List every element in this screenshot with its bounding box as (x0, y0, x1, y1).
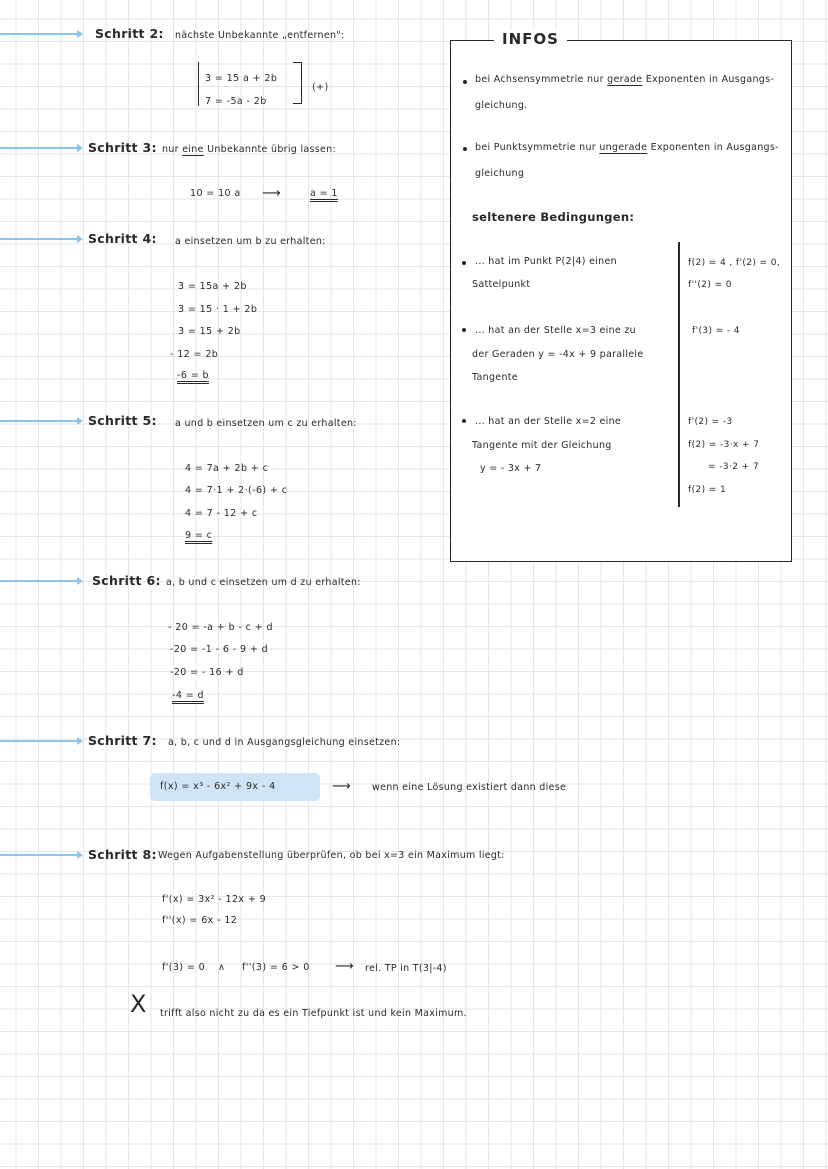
infos-title: INFOS (494, 30, 567, 48)
step3-desc-post: Unbekannte übrig lassen: (207, 144, 336, 155)
step8-check1: f'(3) = 0 (162, 962, 206, 973)
step8-check2: f''(3) = 6 > 0 (242, 962, 310, 973)
saddle-line2: Sattelpunkt (472, 279, 531, 290)
bullet-saddle-point (462, 261, 466, 265)
tangent-cond3: = -3·2 + 7 (708, 462, 759, 472)
tangent-cond2: f(2) = -3·x + 7 (688, 440, 760, 450)
axis-symmetry-text (475, 74, 774, 85)
step8-arrow (0, 854, 80, 856)
bullet-point-symmetry (463, 147, 467, 151)
step3-label: Schritt 3: (88, 140, 157, 155)
equation-system-bracket (198, 62, 199, 106)
conditions-divider (678, 242, 680, 507)
tangent-cond1: f'(2) = -3 (688, 417, 733, 427)
step2-eq1: 3 = 15 a + 2b (205, 73, 278, 84)
step4-desc: a einsetzen um b zu erhalten: (175, 236, 326, 247)
step6-line2: -20 = -1 - 6 - 9 + d (170, 644, 269, 655)
point-symmetry-text (475, 142, 779, 153)
step3-desc-underlined: eine (182, 144, 204, 155)
saddle-cond2: f''(2) = 0 (688, 280, 732, 290)
step8-result: rel. TP in T(3|-4) (365, 963, 447, 974)
step7-desc: a, b, c und d in Ausgangsgleichung einsetzen: (168, 737, 401, 748)
axis-symmetry-post: Exponenten in Ausgangs- (645, 74, 775, 85)
step8-desc: Wegen Aufgabenstellung überprüfen, ob bei x=3 ein Maximum liegt: (158, 850, 505, 861)
bullet-parallel-tangent (462, 328, 466, 332)
step4-line4: - 12 = 2b (170, 349, 219, 360)
step4-line3: 3 = 15 + 2b (178, 326, 241, 337)
step6-line3: -20 = - 16 + d (170, 667, 244, 678)
step5-arrow (0, 420, 80, 422)
point-symmetry-post: Exponenten in Ausgangs- (650, 142, 779, 153)
infos-box (450, 40, 792, 562)
axis-symmetry-pre: bei Achsensymmetrie nur (475, 74, 604, 85)
step8-wedge: ∧ (218, 962, 226, 973)
step4-line1: 3 = 15a + 2b (178, 281, 247, 292)
step8-conclusion: trifft also nicht zu da es ein Tiefpunkt ist und kein Maximum. (160, 1008, 467, 1019)
step3-result: a = 1 (310, 188, 338, 199)
point-symmetry-pre: bei Punktsymmetrie nur (475, 142, 596, 153)
step6-arrow (0, 580, 80, 582)
add-bracket (293, 62, 302, 104)
step7-note: wenn eine Lösung existiert dann diese (372, 782, 567, 793)
axis-symmetry-cont: gleichung. (475, 100, 528, 111)
parallel-line3: Tangente (472, 372, 518, 383)
step3-eq: 10 = 10 a (190, 188, 241, 199)
step5-line2: 4 = 7·1 + 2·(-6) + c (185, 485, 288, 496)
infos-subtitle: seltenere Bedingungen: (472, 210, 635, 224)
step8-arrow-glyph: ⟶ (335, 959, 355, 974)
tangent-cond4: f(2) = 1 (688, 485, 727, 495)
step3-desc (162, 144, 336, 155)
step3-desc-pre: nur (162, 144, 179, 155)
saddle-line1: ... hat im Punkt P(2|4) einen (475, 256, 617, 267)
step2-arrow (0, 33, 80, 35)
tangent-line3: y = - 3x + 7 (480, 463, 542, 474)
step3-arrow-glyph: ⟶ (262, 186, 282, 201)
step3-arrow (0, 147, 80, 149)
step7-arrow-glyph: ⟶ (332, 779, 352, 794)
bullet-tangent-equation (462, 419, 466, 423)
step2-label: Schritt 2: (95, 26, 164, 41)
cross-mark: X (130, 990, 147, 1018)
step4-result: -6 = b (177, 370, 209, 381)
step2-desc: nächste Unbekannte „entfernen": (175, 30, 345, 41)
step7-function: f(x) = x³ - 6x² + 9x - 4 (160, 781, 276, 792)
step4-label: Schritt 4: (88, 231, 157, 246)
parallel-line1: ... hat an der Stelle x=3 eine zu (475, 325, 636, 336)
step6-result: -4 = d (172, 690, 204, 701)
point-symmetry-underlined: ungerade (599, 142, 648, 153)
step7-label: Schritt 7: (88, 733, 157, 748)
bullet-axis-symmetry (463, 80, 467, 84)
step7-arrow (0, 740, 80, 742)
step4-line2: 3 = 15 · 1 + 2b (178, 304, 258, 315)
parallel-cond1: f'(3) = - 4 (692, 326, 740, 336)
step8-first-derivative: f'(x) = 3x² - 12x + 9 (162, 894, 267, 905)
step5-line1: 4 = 7a + 2b + c (185, 463, 269, 474)
parallel-line2: der Geraden y = -4x + 9 parallele (472, 349, 644, 360)
step5-line3: 4 = 7 - 12 + c (185, 508, 258, 519)
step6-label: Schritt 6: (92, 573, 161, 588)
point-symmetry-cont: gleichung (475, 168, 525, 179)
step5-desc: a und b einsetzen um c zu erhalten: (175, 418, 357, 429)
step6-line1: - 20 = -a + b - c + d (168, 622, 273, 633)
tangent-line2: Tangente mit der Gleichung (472, 440, 612, 451)
step5-label: Schritt 5: (88, 413, 157, 428)
step8-label: Schritt 8: (88, 847, 157, 862)
axis-symmetry-underlined: gerade (607, 74, 643, 85)
step8-second-derivative: f''(x) = 6x - 12 (162, 915, 238, 926)
step4-arrow (0, 238, 80, 240)
step2-op: (+) (312, 82, 329, 93)
step5-result: 9 = c (185, 530, 213, 541)
step2-eq2: 7 = -5a - 2b (205, 96, 267, 107)
tangent-line1: ... hat an der Stelle x=2 eine (475, 416, 622, 427)
saddle-cond1: f(2) = 4 , f'(2) = 0, (688, 258, 781, 268)
step6-desc: a, b und c einsetzen um d zu erhalten: (166, 577, 361, 588)
